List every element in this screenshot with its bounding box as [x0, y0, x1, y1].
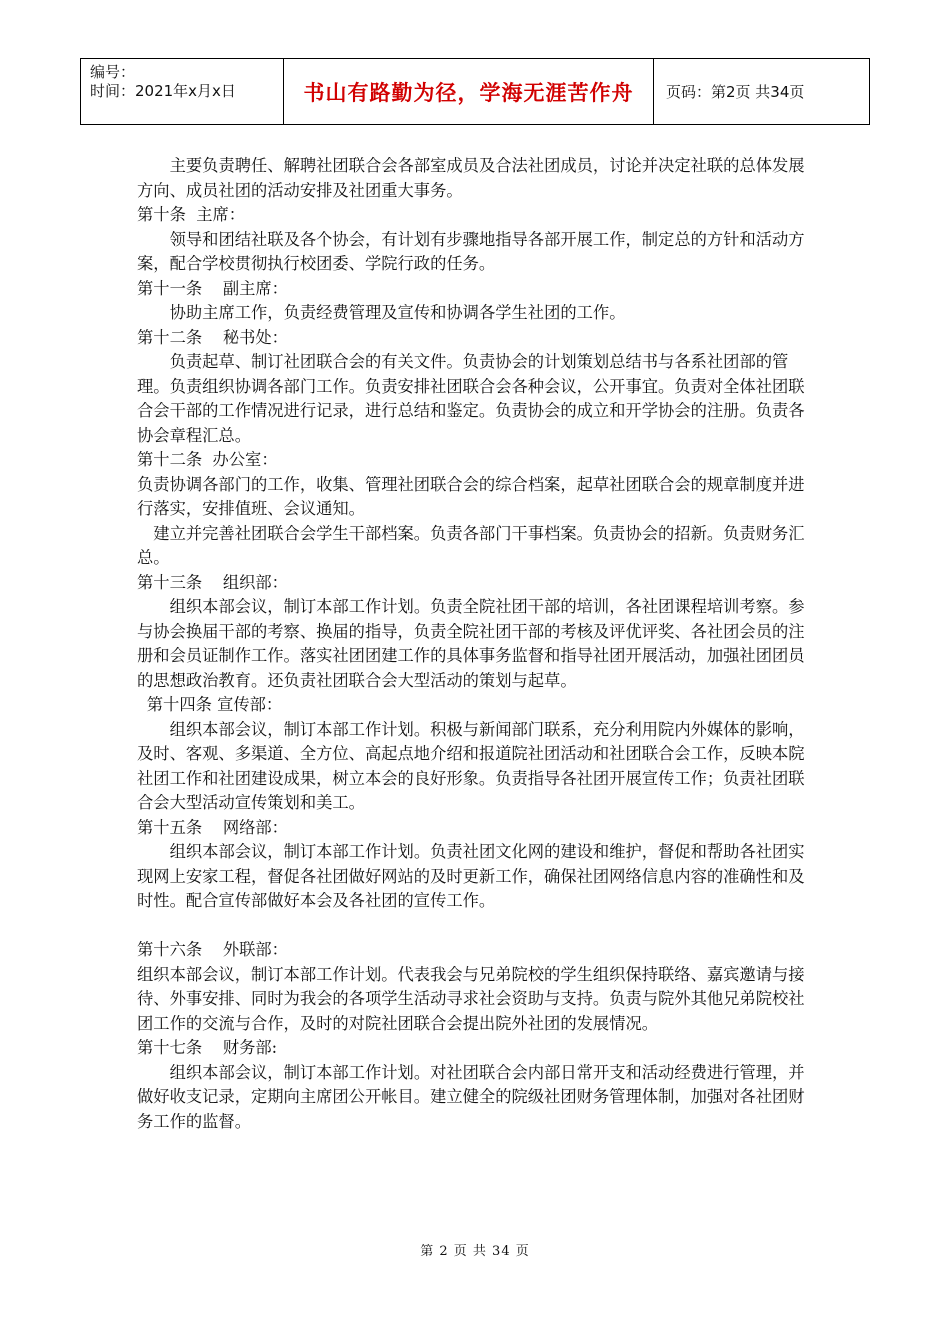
article-heading: 第十一条 副主席：: [137, 278, 288, 298]
header-meta-cell: [81, 59, 284, 124]
page-footer: 第 2 页 共 34 页: [420, 1244, 530, 1259]
body-paragraph: 主要负责聘任、解聘社团联合会各部室成员及合法社团成员，讨论并决定社联的总体发展方向、成员社团的活动安排及社团重大事务。: [137, 156, 805, 200]
article-heading: 第十二条 办公室：: [137, 450, 278, 469]
article-heading: 第十二条 秘书处：: [137, 327, 288, 347]
header-table: [80, 58, 870, 125]
document-time-label: 时间：2021年x月x日: [90, 82, 236, 100]
body-paragraph: 组织本部会议，制订本部工作计划。对社团联合会内部日常开支和活动经费进行管理，并做好收支记录，定期向主席团公开帐目。建立健全的院级社团财务管理体制，加强对各社团财务工作的监督。: [137, 1062, 805, 1131]
article-heading: 第十六条 外联部：: [137, 940, 288, 959]
article-heading: 第十条 主席：: [137, 205, 246, 224]
body-paragraph: 领导和团结社联及各个协会，有计划有步骤地指导各部开展工作，制定总的方针和活动方案，配合学校贯彻执行校团委、学院行政的任务。: [137, 229, 805, 273]
body-paragraph: 组织本部会议，制订本部工作计划。积极与新闻部门联系，充分利用院内外媒体的影响，及时、客观、多渠道、全方位、高起点地介绍和报道院社团活动和社团联合会工作，反映本院社团工作和社团建设成果，树立本会的良好形象。负责指导各社团开展宣传工作；负责社团联合会大型活动宣传策划和美工。: [137, 719, 805, 812]
article-heading: 第十三条 组织部：: [137, 572, 288, 592]
body-paragraph: 协助主席工作，负责经费管理及宣传和协调各学生社团的工作。: [169, 303, 626, 322]
body-paragraph: 建立并完善社团联合会学生干部档案。负责各部门干事档案。负责协会的招新。负责财务汇总。: [137, 523, 805, 567]
article-heading: 第十四条 宣传部：: [146, 695, 283, 714]
document-number-label: 编号：: [90, 63, 136, 81]
body-paragraph: 负责协调各部门的工作，收集、管理社团联合会的综合档案，起草社团联合会的规章制度并进行落实，安排值班、会议通知。: [137, 474, 805, 518]
article-heading: 第十五条 网络部：: [137, 817, 288, 837]
header-motto: 书山有路勤为径，学海无涯苦作舟: [284, 59, 654, 124]
body-paragraph: 负责起草、制订社团联合会的有关文件。负责协会的计划策划总结书与各系社团部的管理。负责组织协调各部门工作。负责安排社团联合会各种会议，公开事宜。负责对全体社团联合会干部的工作情况进行记录，进行总结和鉴定。负责协会的成立和开学协会的注册。负责各协会章程汇总。: [137, 352, 805, 445]
body-paragraph: 组织本部会议，制订本部工作计划。负责社团文化网的建设和维护，督促和帮助各社团实现网上安家工程，督促各社团做好网站的及时更新工作，确保社团网络信息内容的准确性和及时性。配合宣传部做好本会及各社团的宣传工作。: [137, 842, 805, 910]
header-page-info: 页码：第2页 共34页: [666, 83, 805, 101]
document-body: [137, 154, 817, 1134]
article-heading: 第十七条 财务部:: [137, 1038, 278, 1057]
body-paragraph: 组织本部会议，制订本部工作计划。负责全院社团干部的培训，各社团课程培训考察。参与协会换届干部的考察、换届的指导，负责全院社团干部的考核及评优评奖、各社团会员的注册和会员证制作工作。落实社团团建工作的具体事务监督和指导社团开展活动，加强社团团员的思想政治教育。还负责社团联合会大型活动的策划与起草。: [137, 597, 805, 690]
paragraph-gap: [137, 914, 817, 939]
body-paragraph: 组织本部会议，制订本部工作计划。代表我会与兄弟院校的学生组织保持联络、嘉宾邀请与接待、外事安排、同时为我会的各项学生活动寻求社会资助与支持。负责与院外其他兄弟院校社团工作的交流与合作，及时的对院社团联合会提出院外社团的发展情况。: [137, 964, 805, 1033]
